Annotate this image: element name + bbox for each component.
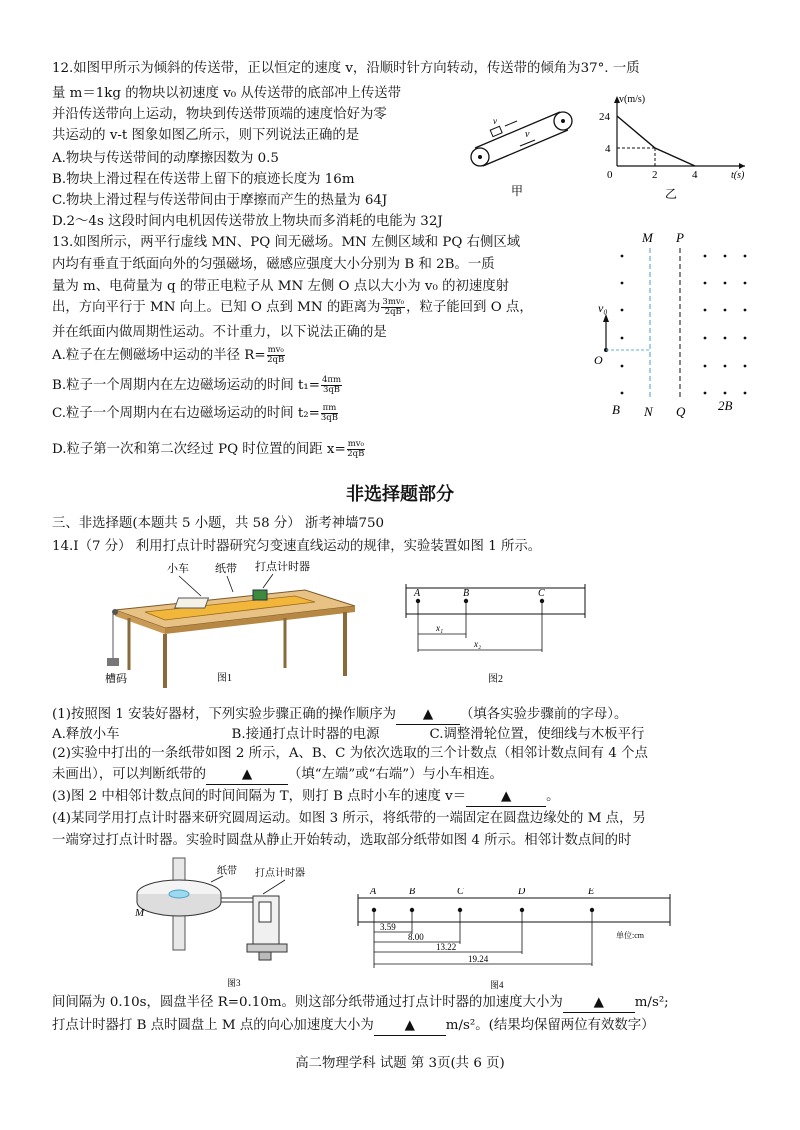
- q13-option-b: [52, 376, 343, 395]
- fraction-denominator: 2qB: [384, 307, 402, 317]
- fraction-numerator: πm: [322, 403, 337, 413]
- option-text: A.粒子在左侧磁场中运动的半径 R=: [52, 348, 266, 363]
- vt-tick-x4: 4: [692, 169, 698, 181]
- field-dots-left: [621, 255, 624, 395]
- figure-jia-label: 甲: [511, 184, 524, 198]
- part4-text-2: 打点计时器打 B 点时圆盘上 M 点的向心加速度大小为: [52, 1018, 374, 1033]
- fig3-M-label: M: [135, 907, 145, 919]
- option-text: C.粒子一个周期内在右边磁场运动的时间 t₂=: [52, 406, 320, 421]
- q13-line-4: [52, 298, 533, 317]
- fig4-label-E: E: [588, 888, 595, 897]
- q12-line-2: 量 m＝1kg 的物块以初速度 v₀ 从传送带的底部冲上传送带: [52, 86, 402, 101]
- figure-3-disc: [135, 852, 335, 992]
- answer-blank-4[interactable]: ▲: [563, 994, 635, 1013]
- field-dots-right: [704, 255, 747, 395]
- q13-line-4-end: ，粒子能回到 O 点，: [406, 300, 533, 315]
- q12-option-d: D.2～4s 这段时间内电机因传送带放上物块而多消耗的电能为 32J: [52, 214, 443, 229]
- fig4-label-A: A: [370, 888, 377, 897]
- fig2-label-B: B: [463, 588, 470, 599]
- q13-option-d: [52, 440, 366, 459]
- vt-graph-figure: [595, 88, 755, 203]
- part3-end: 。: [546, 789, 560, 804]
- section-title: 非选择题部分: [346, 484, 454, 505]
- fig4-dist-ac: 8.00: [408, 932, 424, 942]
- q12-line-3: 并沿传送带向上运动，物块到传送带顶端的速度恰好为零: [52, 107, 387, 122]
- fig3-caption: 图3: [227, 978, 241, 988]
- fig1-weight-label: 槽码: [105, 673, 127, 685]
- vt-ylabel: v(m/s): [619, 94, 646, 105]
- label-O: O: [594, 353, 603, 367]
- q14-part4-line2: 一端穿过打点计时器。实验时圆盘从静止开始转动，选取部分纸带如图 4 所示。相邻计数点间的时: [52, 833, 632, 848]
- q13-line-3: 量为 m、电荷量为 q 的带正电粒子从 MN 左侧 O 点以大小为 v₀ 的初速度射: [52, 279, 510, 294]
- fig4-label-C: C: [457, 888, 464, 897]
- answer-blank-1[interactable]: ▲: [396, 706, 460, 725]
- fig1-car-label: 小车: [167, 563, 189, 575]
- fraction: [347, 440, 365, 459]
- fig4-caption: 图4: [490, 980, 504, 990]
- label-2B: 2B: [718, 398, 733, 413]
- answer-blank-3[interactable]: ▲: [466, 788, 546, 807]
- fraction-denominator: 2qB: [267, 355, 285, 365]
- magnetic-field-figure: [590, 228, 760, 428]
- part3-text: (3)图 2 中相邻计数点间的时间间隔为 T，则打 B 点时小车的速度 v＝: [52, 789, 467, 804]
- fig4-label-D: D: [518, 888, 526, 897]
- q13-option-c: [52, 404, 339, 423]
- q12-option-b: B.物块上滑过程在传送带上留下的痕迹长度为 16m: [52, 172, 355, 187]
- answer-blank-5[interactable]: ▲: [374, 1017, 446, 1036]
- figure-1-apparatus: [105, 558, 365, 696]
- fig4-dist-ae: 19.24: [468, 954, 489, 964]
- q13-line-1: 13.如图所示，两平行虚线 MN、PQ 间无磁场。MN 左侧区域和 PQ 右侧区域: [52, 235, 521, 250]
- figure-yi-label: 乙: [665, 187, 678, 201]
- part3-heading: 三、非选择题(本题共 5 小题，共 58 分） 浙考神墙750: [52, 516, 385, 531]
- part4-text: 间间隔为 0.10s，圆盘半径 R=0.10m。则这部分纸带通过打点计时器的加速度大小为: [52, 995, 563, 1010]
- fraction-denominator: 2qB: [347, 449, 365, 459]
- q12-line-1: 12.如图甲所示为倾斜的传送带，正以恒定的速度 v，沿顺时针方向转动，传送带的倾角为37°. 一质: [52, 61, 640, 76]
- conveyor-figure: [465, 100, 580, 200]
- label-Q: Q: [676, 404, 686, 419]
- fraction-denominator: 3qB: [322, 385, 341, 395]
- part1-end: （填各实验步骤前的字母）。: [459, 707, 628, 722]
- part2-end: （填“左端”或“右端”）与小车相连。: [288, 767, 503, 782]
- step-b: B.接通打点计时器的电源: [231, 727, 380, 742]
- fig2-label-C: C: [538, 588, 545, 599]
- fig1-caption: 图1: [217, 673, 232, 684]
- option-text: D.粒子第一次和第二次经过 PQ 时位置的间距 x=: [52, 442, 346, 457]
- fraction: [321, 404, 338, 423]
- q13-line-2: 内均有垂直于纸面向外的匀强磁场，磁感应强度大小分别为 B 和 2B。一质: [52, 257, 495, 272]
- q12-line-4: 共运动的 v-t 图象如图乙所示，则下列说法正确的是: [52, 128, 360, 143]
- conveyor-v0-label: v: [493, 116, 497, 126]
- q14-part4-line3: [52, 994, 669, 1013]
- q12-option-c: C.物块上滑过程与传送带间由于摩擦而产生的热量为 64J: [52, 193, 388, 208]
- fraction-numerator: 3mv₀: [382, 297, 405, 307]
- q14-part2-line1: (2)实验中打出的一条纸带如图 2 所示，A、B、C 为依次选取的三个计数点（相邻计数点间有 4 个点: [52, 746, 648, 761]
- fig1-timer-label: 打点计时器: [255, 561, 310, 573]
- q13-line-5: 并在纸面内做周期性运动。不计重力，以下说法正确的是: [52, 325, 387, 340]
- fraction-numerator: mv₀: [347, 439, 364, 449]
- label-M: M: [642, 230, 653, 245]
- vt-tick-x2: 2: [652, 169, 658, 181]
- q14-part4-line4: [52, 1017, 655, 1036]
- q14-part1: [52, 706, 627, 725]
- page-footer: 高二物理学科 试题 第 3页(共 6 页): [295, 1056, 505, 1071]
- fraction-numerator: 4πm: [321, 375, 342, 385]
- fraction: [321, 376, 342, 395]
- label-B: B: [612, 402, 620, 417]
- figure-4-tape: [352, 888, 682, 998]
- step-c: C.调整滑轮位置，使细线与木板平行: [429, 727, 645, 742]
- fig1-tape-label: 纸带: [215, 563, 237, 575]
- fig4-label-B: B: [409, 888, 416, 897]
- q14-intro: 14.Ⅰ（7 分） 利用打点计时器研究匀变速直线运动的规律，实验装置如图 1 所示。: [52, 539, 542, 554]
- q13-option-a: [52, 346, 286, 365]
- fig4-dist-ad: 13.22: [436, 942, 457, 952]
- fig2-label-A: A: [414, 588, 421, 599]
- conveyor-v-label: v: [525, 129, 530, 140]
- q13-line-4-text: 出，方向平行于 MN 向上。已知 O 点到 MN 的距离为: [52, 300, 381, 315]
- label-N: N: [644, 404, 653, 419]
- label-v0: v₀: [598, 301, 608, 315]
- fraction: [267, 346, 285, 365]
- part4-unit: m/s²;: [634, 995, 669, 1010]
- label-P: P: [676, 230, 684, 245]
- fraction: [381, 298, 405, 317]
- option-text: B.粒子一个周期内在左边磁场运动的时间 t₁=: [52, 378, 320, 393]
- vt-tick-24: 24: [599, 111, 610, 123]
- fraction-numerator: mv₀: [267, 345, 284, 355]
- fig4-dist-ab: 3.59: [380, 922, 396, 932]
- figure-2-tape: [400, 578, 600, 688]
- q14-part2-line2: [52, 766, 503, 785]
- vt-tick-4: 4: [605, 143, 611, 155]
- fig4-unit: 单位:cm: [616, 931, 644, 940]
- q14-options: [52, 726, 644, 744]
- fraction-denominator: 3qB: [320, 413, 338, 423]
- fig3-timer-label: 打点计时器: [255, 868, 305, 879]
- q12-option-a: A.物块与传送带间的动摩擦因数为 0.5: [52, 151, 279, 166]
- fig2-caption: 图2: [488, 674, 503, 685]
- fig3-tape-label: 纸带: [217, 866, 237, 877]
- part4-end: m/s²。(结果均保留两位有效数字）: [445, 1018, 655, 1033]
- step-a: A.释放小车: [52, 727, 120, 742]
- part2-text: 未画出），可以判断纸带的: [52, 767, 206, 782]
- answer-blank-2[interactable]: ▲: [206, 766, 288, 785]
- q14-part4-line1: (4)某同学用打点计时器来研究圆周运动。如图 3 所示，将纸带的一端固定在圆盘边缘处的 M 点，另: [52, 811, 646, 826]
- fig2-label-x1: x₁: [436, 623, 444, 633]
- fig2-label-x2: x₂: [474, 639, 482, 649]
- part1-text: (1)按照图 1 安装好器材，下列实验步骤正确的操作顺序为: [52, 707, 396, 722]
- q14-part3: [52, 788, 560, 807]
- vt-xlabel: t(s): [731, 170, 745, 181]
- vt-origin: 0: [607, 169, 613, 181]
